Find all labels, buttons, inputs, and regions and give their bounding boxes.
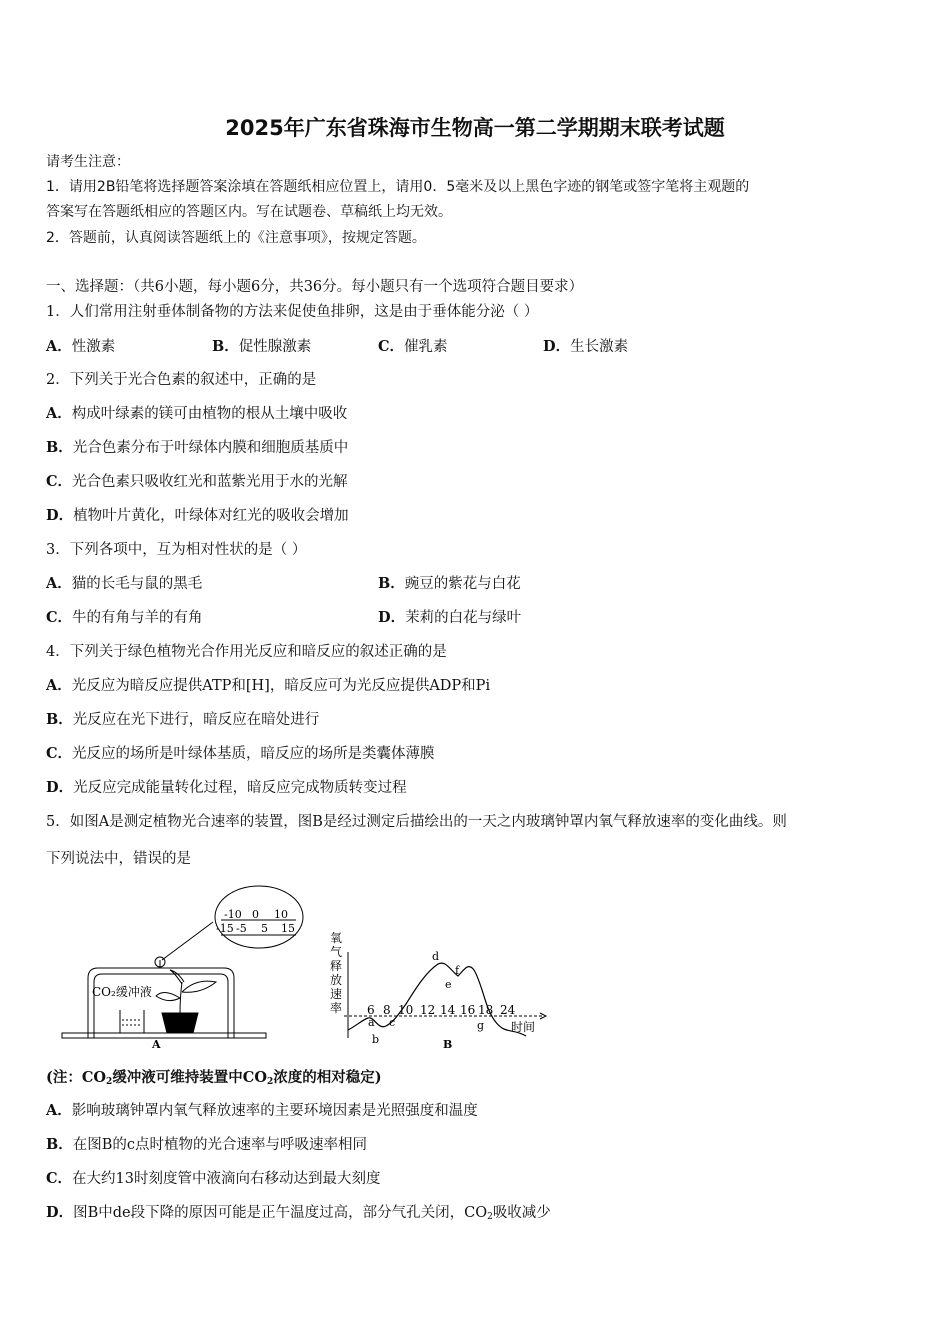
option-text: 构成叶绿素的镁可由植物的根从土壤中吸收 (71, 406, 348, 422)
option-text: 豌豆的紫花与白花 (404, 576, 521, 592)
option-text: 在大约13时刻度管中液滴向右移动达到最大刻度 (72, 1171, 381, 1187)
option-text: 光合色素分布于叶绿体内膜和细胞质基质中 (72, 440, 349, 456)
option-label: A． (46, 1102, 72, 1119)
option-text: 光合色素只吸收红光和蓝紫光用于水的光解 (72, 474, 348, 490)
q2-option-a (46, 404, 347, 424)
q2-option-b (46, 438, 348, 458)
flower-pot (162, 1013, 198, 1033)
q1-option-d (543, 337, 628, 357)
point-a: a (368, 1016, 375, 1029)
note-sub-1: 2 (106, 1077, 113, 1087)
x-tick-10: 10 (398, 1003, 414, 1017)
q5-option-b (46, 1135, 367, 1155)
x-tick-6: 6 (367, 1003, 375, 1017)
question-5-stem-b: 下列说法中，错误的是 (46, 851, 191, 867)
buffer-label: CO₂缓冲液 (92, 985, 152, 999)
scale-bottom-4: 15 (281, 922, 295, 935)
option-label: B． (46, 1136, 73, 1153)
q1-option-a (46, 337, 115, 357)
x-axis-label: 时间 (511, 1020, 536, 1034)
note-part-1: (注：CO (46, 1069, 107, 1086)
y-label-5: 速 (330, 987, 343, 1001)
q2-option-c (46, 472, 348, 492)
point-c: c (389, 1016, 396, 1029)
option-text: 光反应完成能量转化过程，暗反应完成物质转变过程 (73, 780, 407, 796)
notice-heading: 请考生注意： (46, 154, 130, 170)
q4-option-d (46, 778, 407, 798)
option-label: D． (46, 779, 74, 796)
option-text: 猫的长毛与鼠的黑毛 (71, 576, 203, 592)
plant-leaf-right (182, 981, 216, 992)
option-label: B． (212, 338, 239, 355)
option-label: B． (46, 711, 73, 728)
option-text: 图B中de段下降的原因可能是正午温度过高，部分气孔关闭，CO (73, 1205, 488, 1221)
x-tick-8: 8 (383, 1003, 391, 1017)
option-text: 光反应在光下进行，暗反应在暗处进行 (72, 712, 320, 728)
q1-option-c (378, 337, 448, 357)
option-label: D． (46, 507, 74, 524)
point-g: g (477, 1019, 485, 1032)
oxygen-release-curve (348, 963, 526, 1036)
q2-option-d (46, 506, 349, 526)
x-tick-16: 16 (460, 1003, 476, 1017)
option-label: D． (378, 609, 406, 626)
option-text-tail: 吸收减少 (492, 1205, 551, 1221)
option-label: A． (46, 405, 72, 422)
note-part-2: 缓冲液可维持装置中CO (112, 1069, 267, 1086)
x-tick-12: 12 (420, 1003, 436, 1017)
plant-leaf-top (170, 970, 184, 984)
x-tick-18: 18 (478, 1003, 494, 1017)
scale-bottom-3: 5 (261, 922, 268, 935)
option-text: 促性腺激素 (238, 339, 312, 355)
notice-item-1a: 1．请用2B铅笔将选择题答案涂填在答题纸相应位置上，请用0．5毫米及以上黑色字迹的钢笔或签字笔将主观题的 (46, 179, 750, 195)
option-label: D． (543, 338, 571, 355)
question-5-note (46, 1068, 382, 1092)
question-3-stem: 3．下列各项中，互为相对性状的是（ ） (46, 542, 307, 558)
question-1-stem: 1．人们常用注射垂体制备物的方法来促使鱼排卵，这是由于垂体能分泌（ ） (46, 304, 539, 320)
option-text: 性激素 (71, 339, 116, 355)
point-d: d (432, 950, 440, 963)
question-5-stem-a: 5．如图A是测定植物光合速率的装置，图B是经过测定后描绘出的一天之内玻璃钟罩内氧气释放速率的变化曲线。则 (46, 814, 787, 830)
option-label: A． (46, 677, 72, 694)
beaker (120, 1010, 144, 1033)
figure-apparatus-and-graph (56, 880, 556, 1055)
option-text: 生长激素 (570, 339, 629, 355)
option-text: 牛的有角与羊的有角 (72, 610, 203, 626)
q1-option-b (212, 337, 311, 357)
q3-option-a (46, 574, 202, 594)
q3-option-d (378, 608, 521, 628)
q5-option-a (46, 1101, 478, 1121)
figure-a (62, 886, 303, 1038)
section-heading: 一、选择题：（共6小题，每小题6分，共36分。每小题只有一个选项符合题目要求） (46, 279, 584, 295)
pointer-line (162, 922, 213, 960)
figure-b-label: B (443, 1038, 453, 1051)
option-text: 茉莉的白花与绿叶 (405, 610, 522, 626)
question-4-stem: 4．下列关于绿色植物光合作用光反应和暗反应的叙述正确的是 (46, 644, 447, 660)
option-text: 催乳素 (404, 339, 448, 355)
option-text: 在图B的c点时植物的光合速率与呼吸速率相同 (72, 1137, 368, 1153)
option-text: 光反应为暗反应提供ATP和[H]，暗反应可为光反应提供ADP和Pi (71, 678, 491, 694)
figure-svg (56, 880, 556, 1055)
option-label: C． (46, 609, 73, 626)
notice-item-2: 2．答题前，认真阅读答题纸上的《注意事项》，按规定答题。 (46, 230, 426, 246)
scale-top-2: 0 (252, 908, 259, 921)
q3-option-b (378, 574, 521, 594)
point-b: b (372, 1033, 380, 1046)
option-label: C． (46, 1170, 73, 1187)
option-label: C． (46, 473, 73, 490)
q4-option-b (46, 710, 319, 730)
y-label-4: 放 (330, 973, 343, 987)
q5-option-d (46, 1203, 551, 1227)
scale-bottom-1: -15 (216, 922, 234, 935)
scale-top-1: -10 (224, 908, 242, 921)
note-sub-2: 2 (266, 1077, 274, 1087)
x-tick-14: 14 (440, 1003, 456, 1017)
option-label: B． (46, 439, 73, 456)
bell-jar (88, 968, 234, 1038)
scale-bottom-2: -5 (236, 922, 247, 935)
note-part-3: 浓度的相对稳定) (273, 1069, 382, 1086)
point-f: f (455, 964, 460, 977)
q3-option-c (46, 608, 203, 628)
notice-item-1b: 答案写在答题纸相应的答题区内。写在试题卷、草稿纸上均无效。 (46, 204, 452, 220)
option-label: A． (46, 575, 72, 592)
point-e: e (445, 978, 452, 991)
x-tick-24: 24 (500, 1003, 516, 1017)
q4-option-c (46, 744, 435, 764)
option-label: D． (46, 1204, 74, 1221)
option-label: B． (378, 575, 405, 592)
option-label: A． (46, 338, 72, 355)
y-label-1: 氧 (330, 931, 343, 945)
question-2-stem: 2．下列关于光合色素的叙述中，正确的是 (46, 372, 317, 388)
figure-a-label: A (152, 1038, 161, 1051)
option-text: 植物叶片黄化，叶绿体对红光的吸收会增加 (73, 508, 349, 524)
y-label-2: 气 (330, 945, 343, 959)
option-label: C． (378, 338, 405, 355)
plant-stem (180, 982, 182, 1013)
base-plate (62, 1033, 266, 1038)
y-label-6: 率 (330, 1001, 343, 1015)
scale-top-3: 10 (274, 908, 288, 921)
page-title: 2025年广东省珠海市生物高一第二学期期末联考试题 (225, 116, 725, 140)
q5-option-c (46, 1169, 381, 1189)
option-sub: 2 (487, 1212, 493, 1222)
option-text: 光反应的场所是叶绿体基质，暗反应的场所是类囊体薄膜 (72, 746, 435, 762)
option-label: C． (46, 745, 73, 762)
y-label-3: 释 (330, 959, 343, 973)
q4-option-a (46, 676, 490, 696)
plant-leaf-left (156, 992, 180, 1000)
option-text: 影响玻璃钟罩内氧气释放速率的主要环境因素是光照强度和温度 (71, 1103, 478, 1119)
